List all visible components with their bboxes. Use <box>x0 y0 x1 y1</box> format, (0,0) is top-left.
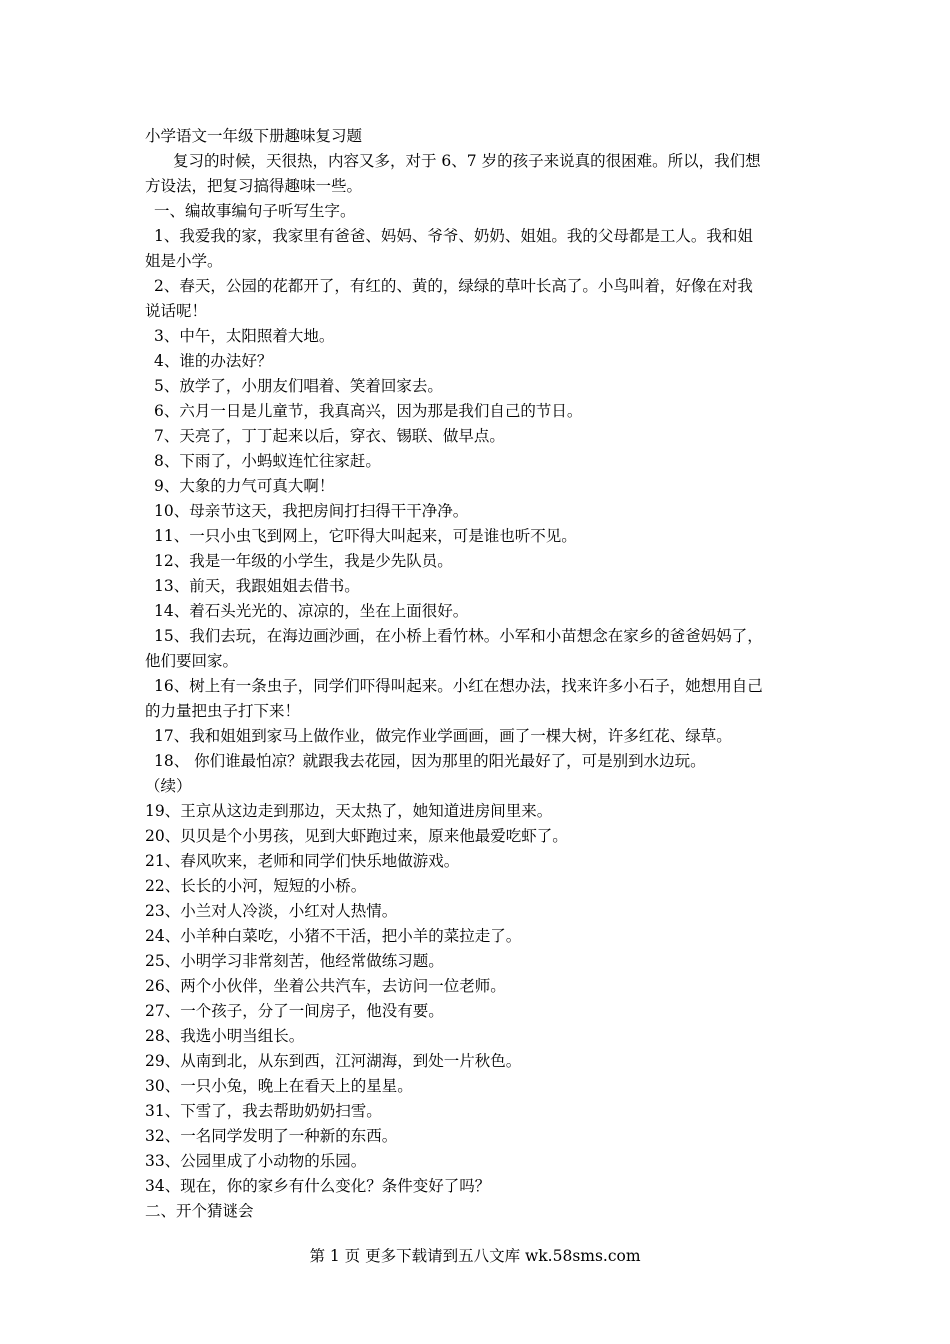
list-item-line: 9、大象的力气可真大啊！ <box>154 477 335 495</box>
list-item: 28、我选小明当组长。 <box>145 1027 305 1045</box>
list-item-line: 5、放学了，小朋友们唱着、笑着回家去。 <box>154 377 443 395</box>
list-item: 29、从南到北，从东到西，江河湖海，到处一片秋色。 <box>145 1052 522 1070</box>
list-item <box>145 674 810 724</box>
list-item-line: 10、母亲节这天，我把房间打扫得干干净净。 <box>154 502 469 520</box>
list-item-line: 18、 你们谁最怕凉？就跟我去花园，因为那里的阳光最好了，可是别到水边玩。 <box>154 752 706 770</box>
section-heading: 一、编故事编句子听写生字。 <box>154 202 356 220</box>
list-item-line: 15、我们去玩，在海边画沙画，在小桥上看竹林。小军和小苗想念在家乡的爸爸妈妈了， <box>154 627 763 645</box>
list-item <box>145 349 810 374</box>
list-item-line: 3、中午，太阳照着大地。 <box>154 327 335 345</box>
list-item: 30、一只小兔，晚上在看天上的星星。 <box>145 1077 413 1095</box>
list-item-line: 7、天亮了，丁丁起来以后，穿衣、锡联、做早点。 <box>154 427 505 445</box>
list-item <box>145 574 810 599</box>
list-item <box>145 724 810 749</box>
intro-paragraph <box>145 149 810 199</box>
list-item: 20、贝贝是个小男孩，见到大虾跑过来，原来他最爱吃虾了。 <box>145 827 568 845</box>
list-item <box>145 324 810 349</box>
list-item-line: 11、一只小虫飞到网上，它吓得大叫起来，可是谁也听不见。 <box>154 527 577 545</box>
list-item-line: 8、下雨了，小蚂蚁连忙往家赶。 <box>154 452 381 470</box>
list-item: 27、一个孩子，分了一间房子，他没有要。 <box>145 1002 444 1020</box>
list-item <box>145 474 810 499</box>
list-item: 19、王京从这边走到那边，天太热了，她知道进房间里来。 <box>145 802 553 820</box>
section-heading: 二、开个猜谜会 <box>145 1202 254 1220</box>
document-title: 小学语文一年级下册趣味复习题 <box>145 127 363 145</box>
document-body <box>145 124 810 1224</box>
list-item <box>145 224 810 274</box>
intro-line: 复习的时候，天很热，内容又多，对于 6、7 岁的孩子来说真的很困难。所以，我们想 <box>173 152 761 170</box>
list-item <box>145 399 810 424</box>
list-item: 31、下雪了，我去帮助奶奶扫雪。 <box>145 1102 382 1120</box>
list-item-line: 姐是小学。 <box>145 252 223 270</box>
list-item-line: 17、我和姐姐到家马上做作业，做完作业学画画，画了一棵大树，许多红花、绿草。 <box>154 727 732 745</box>
list-item: 32、一名同学发明了一种新的东西。 <box>145 1127 398 1145</box>
list-item <box>145 749 810 774</box>
list-item: 23、小兰对人冷淡，小红对人热情。 <box>145 902 398 920</box>
list-item <box>145 449 810 474</box>
list-item-line: 他们要回家。 <box>145 652 239 670</box>
list-item-line: 4、谁的办法好？ <box>154 352 273 370</box>
list-item <box>145 624 810 674</box>
list-item <box>145 524 810 549</box>
story-sentence-list-part-1 <box>145 224 810 774</box>
list-item <box>145 274 810 324</box>
list-item: 34、现在，你的家乡有什么变化？条件变好了吗？ <box>145 1177 491 1195</box>
story-sentence-list-part-2 <box>145 799 810 1199</box>
list-item <box>145 424 810 449</box>
list-item-line: 13、前天，我跟姐姐去借书。 <box>154 577 360 595</box>
list-item-line: 2、春天，公园的花都开了，有红的、黄的，绿绿的草叶长高了。小鸟叫着，好像在对我 <box>154 277 753 295</box>
list-item-line: 的力量把虫子打下来！ <box>145 702 301 720</box>
page-footer: 第 1 页 更多下载请到五八文库 wk.58sms.com <box>309 1247 641 1265</box>
list-item <box>145 374 810 399</box>
list-item <box>145 499 810 524</box>
list-item: 24、小羊种白菜吃，小猪不干活，把小羊的菜拉走了。 <box>145 927 522 945</box>
list-item <box>145 599 810 624</box>
list-item: 21、春风吹来，老师和同学们快乐地做游戏。 <box>145 852 460 870</box>
list-item-line: 12、我是一年级的小学生，我是少先队员。 <box>154 552 453 570</box>
list-item-line: 1、我爱我的家，我家里有爸爸、妈妈、爷爷、奶奶、姐姐。我的父母都是工人。我和姐 <box>154 227 753 245</box>
list-item: 26、两个小伙伴，坐着公共汽车，去访问一位老师。 <box>145 977 506 995</box>
list-item-line: 14、着石头光光的、凉凉的，坐在上面很好。 <box>154 602 469 620</box>
list-item-line: 说话呢！ <box>145 302 208 320</box>
list-item: 33、公园里成了小动物的乐园。 <box>145 1152 367 1170</box>
list-item-line: 16、树上有一条虫子，同学们吓得叫起来。小红在想办法，找来许多小石子，她想用自己 <box>154 677 763 695</box>
continued-label: （续） <box>145 777 192 795</box>
list-item: 25、小明学习非常刻苦，他经常做练习题。 <box>145 952 444 970</box>
list-item <box>145 549 810 574</box>
list-item: 22、长长的小河，短短的小桥。 <box>145 877 367 895</box>
list-item-line: 6、六月一日是儿童节，我真高兴，因为那是我们自己的节日。 <box>154 402 583 420</box>
intro-line: 方设法，把复习搞得趣味一些。 <box>145 177 363 195</box>
